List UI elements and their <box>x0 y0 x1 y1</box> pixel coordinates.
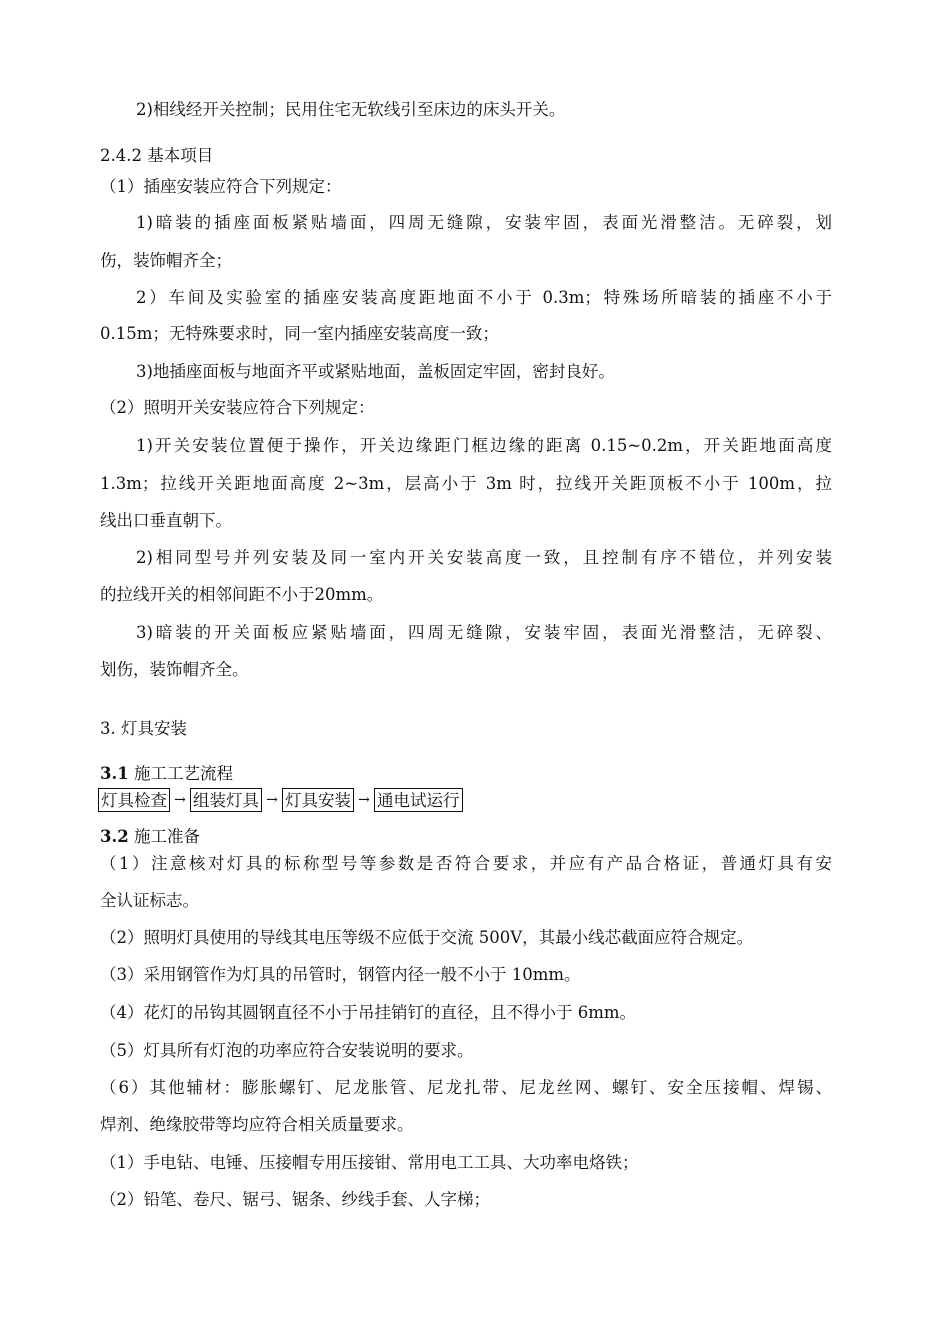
flow-step-install: 灯具安装 <box>282 788 354 812</box>
text-line: （2）照明灯具使用的导线其电压等级不应低于交流 500V，其最小线芯截面应符合规定。 <box>100 928 754 947</box>
text-line: （2）照明开关安装应符合下列规定： <box>100 398 375 417</box>
text-line: 焊剂、绝缘胶带等均应符合相关质量要求。 <box>100 1115 414 1134</box>
text-line: 伤，装饰帽齐全； <box>100 251 232 270</box>
text-line: （1）手电钻、电锤、压接帽专用压接钳、常用电工工具、大功率电烙铁； <box>100 1153 639 1172</box>
text-line: （1）插座安装应符合下列规定： <box>100 177 342 196</box>
arrow-right-icon: → <box>266 792 278 808</box>
section-heading-2-4-2: 2.4.2 基本项目 <box>100 146 214 165</box>
text-line: 线出口垂直朝下。 <box>100 511 232 530</box>
text-line: 3)暗装的开关面板应紧贴墙面，四周无缝隙，安装牢固，表面光滑整洁，无碎裂、 <box>136 623 832 642</box>
heading-number: 3.2 <box>100 827 129 846</box>
text-line: （2）铅笔、卷尺、锯弓、锯条、纱线手套、人字梯； <box>100 1190 490 1209</box>
text-line: （3）采用钢管作为灯具的吊管时，钢管内径一般不小于 10mm。 <box>100 965 581 984</box>
process-flow <box>98 787 463 813</box>
heading-text: 施工工艺流程 <box>128 764 233 783</box>
text-line: 划伤，装饰帽齐全。 <box>100 660 249 679</box>
arrow-right-icon: → <box>358 792 370 808</box>
text-line: 3)地插座面板与地面齐平或紧贴地面，盖板固定牢固，密封良好。 <box>136 362 615 381</box>
text-line: 2）车间及实验室的插座安装高度距地面不小于 0.3m；特殊场所暗装的插座不小于 <box>136 288 832 307</box>
heading-text: 施工准备 <box>128 827 200 846</box>
section-heading-3: 3. 灯具安装 <box>100 719 187 738</box>
text-line: 1)开关安装位置便于操作，开关边缘距门框边缘的距离 0.15~0.2m，开关距地面高度 <box>136 436 832 455</box>
arrow-right-icon: → <box>174 792 186 808</box>
text-line: 的拉线开关的相邻间距不小于20mm。 <box>100 585 384 604</box>
flow-step-trial-run: 通电试运行 <box>374 788 463 812</box>
text-line: 2)相同型号并列安装及同一室内开关安装高度一致，且控制有序不错位，并列安装 <box>136 548 832 567</box>
section-heading-3-1 <box>100 763 233 785</box>
text-line: （4）花灯的吊钩其圆钢直径不小于吊挂销钉的直径，且不得小于 6mm。 <box>100 1003 637 1022</box>
section-heading-3-2 <box>100 826 200 848</box>
flow-step-assemble: 组装灯具 <box>190 788 262 812</box>
heading-number: 3.1 <box>100 764 129 783</box>
text-line: （5）灯具所有灯泡的功率应符合安装说明的要求。 <box>100 1041 474 1060</box>
text-line: 全认证标志。 <box>100 891 199 910</box>
text-line: 2)相线经开关控制；民用住宅无软线引至床边的床头开关。 <box>136 100 566 119</box>
text-line: 0.15m；无特殊要求时，同一室内插座安装高度一致； <box>100 324 499 343</box>
flow-step-inspect: 灯具检查 <box>98 788 170 812</box>
text-line: 1)暗装的插座面板紧贴墙面，四周无缝隙，安装牢固，表面光滑整洁。无碎裂，划 <box>136 213 832 232</box>
text-line: 1.3m；拉线开关距地面高度 2~3m，层高小于 3m 时，拉线开关距顶板不小于 100m，拉 <box>100 474 832 493</box>
text-line: （1）注意核对灯具的标称型号等参数是否符合要求，并应有产品合格证，普通灯具有安 <box>100 854 832 873</box>
text-line: （6）其他辅材：膨胀螺钉、尼龙胀管、尼龙扎带、尼龙丝网、螺钉、安全压接帽、焊锡、 <box>100 1078 832 1097</box>
